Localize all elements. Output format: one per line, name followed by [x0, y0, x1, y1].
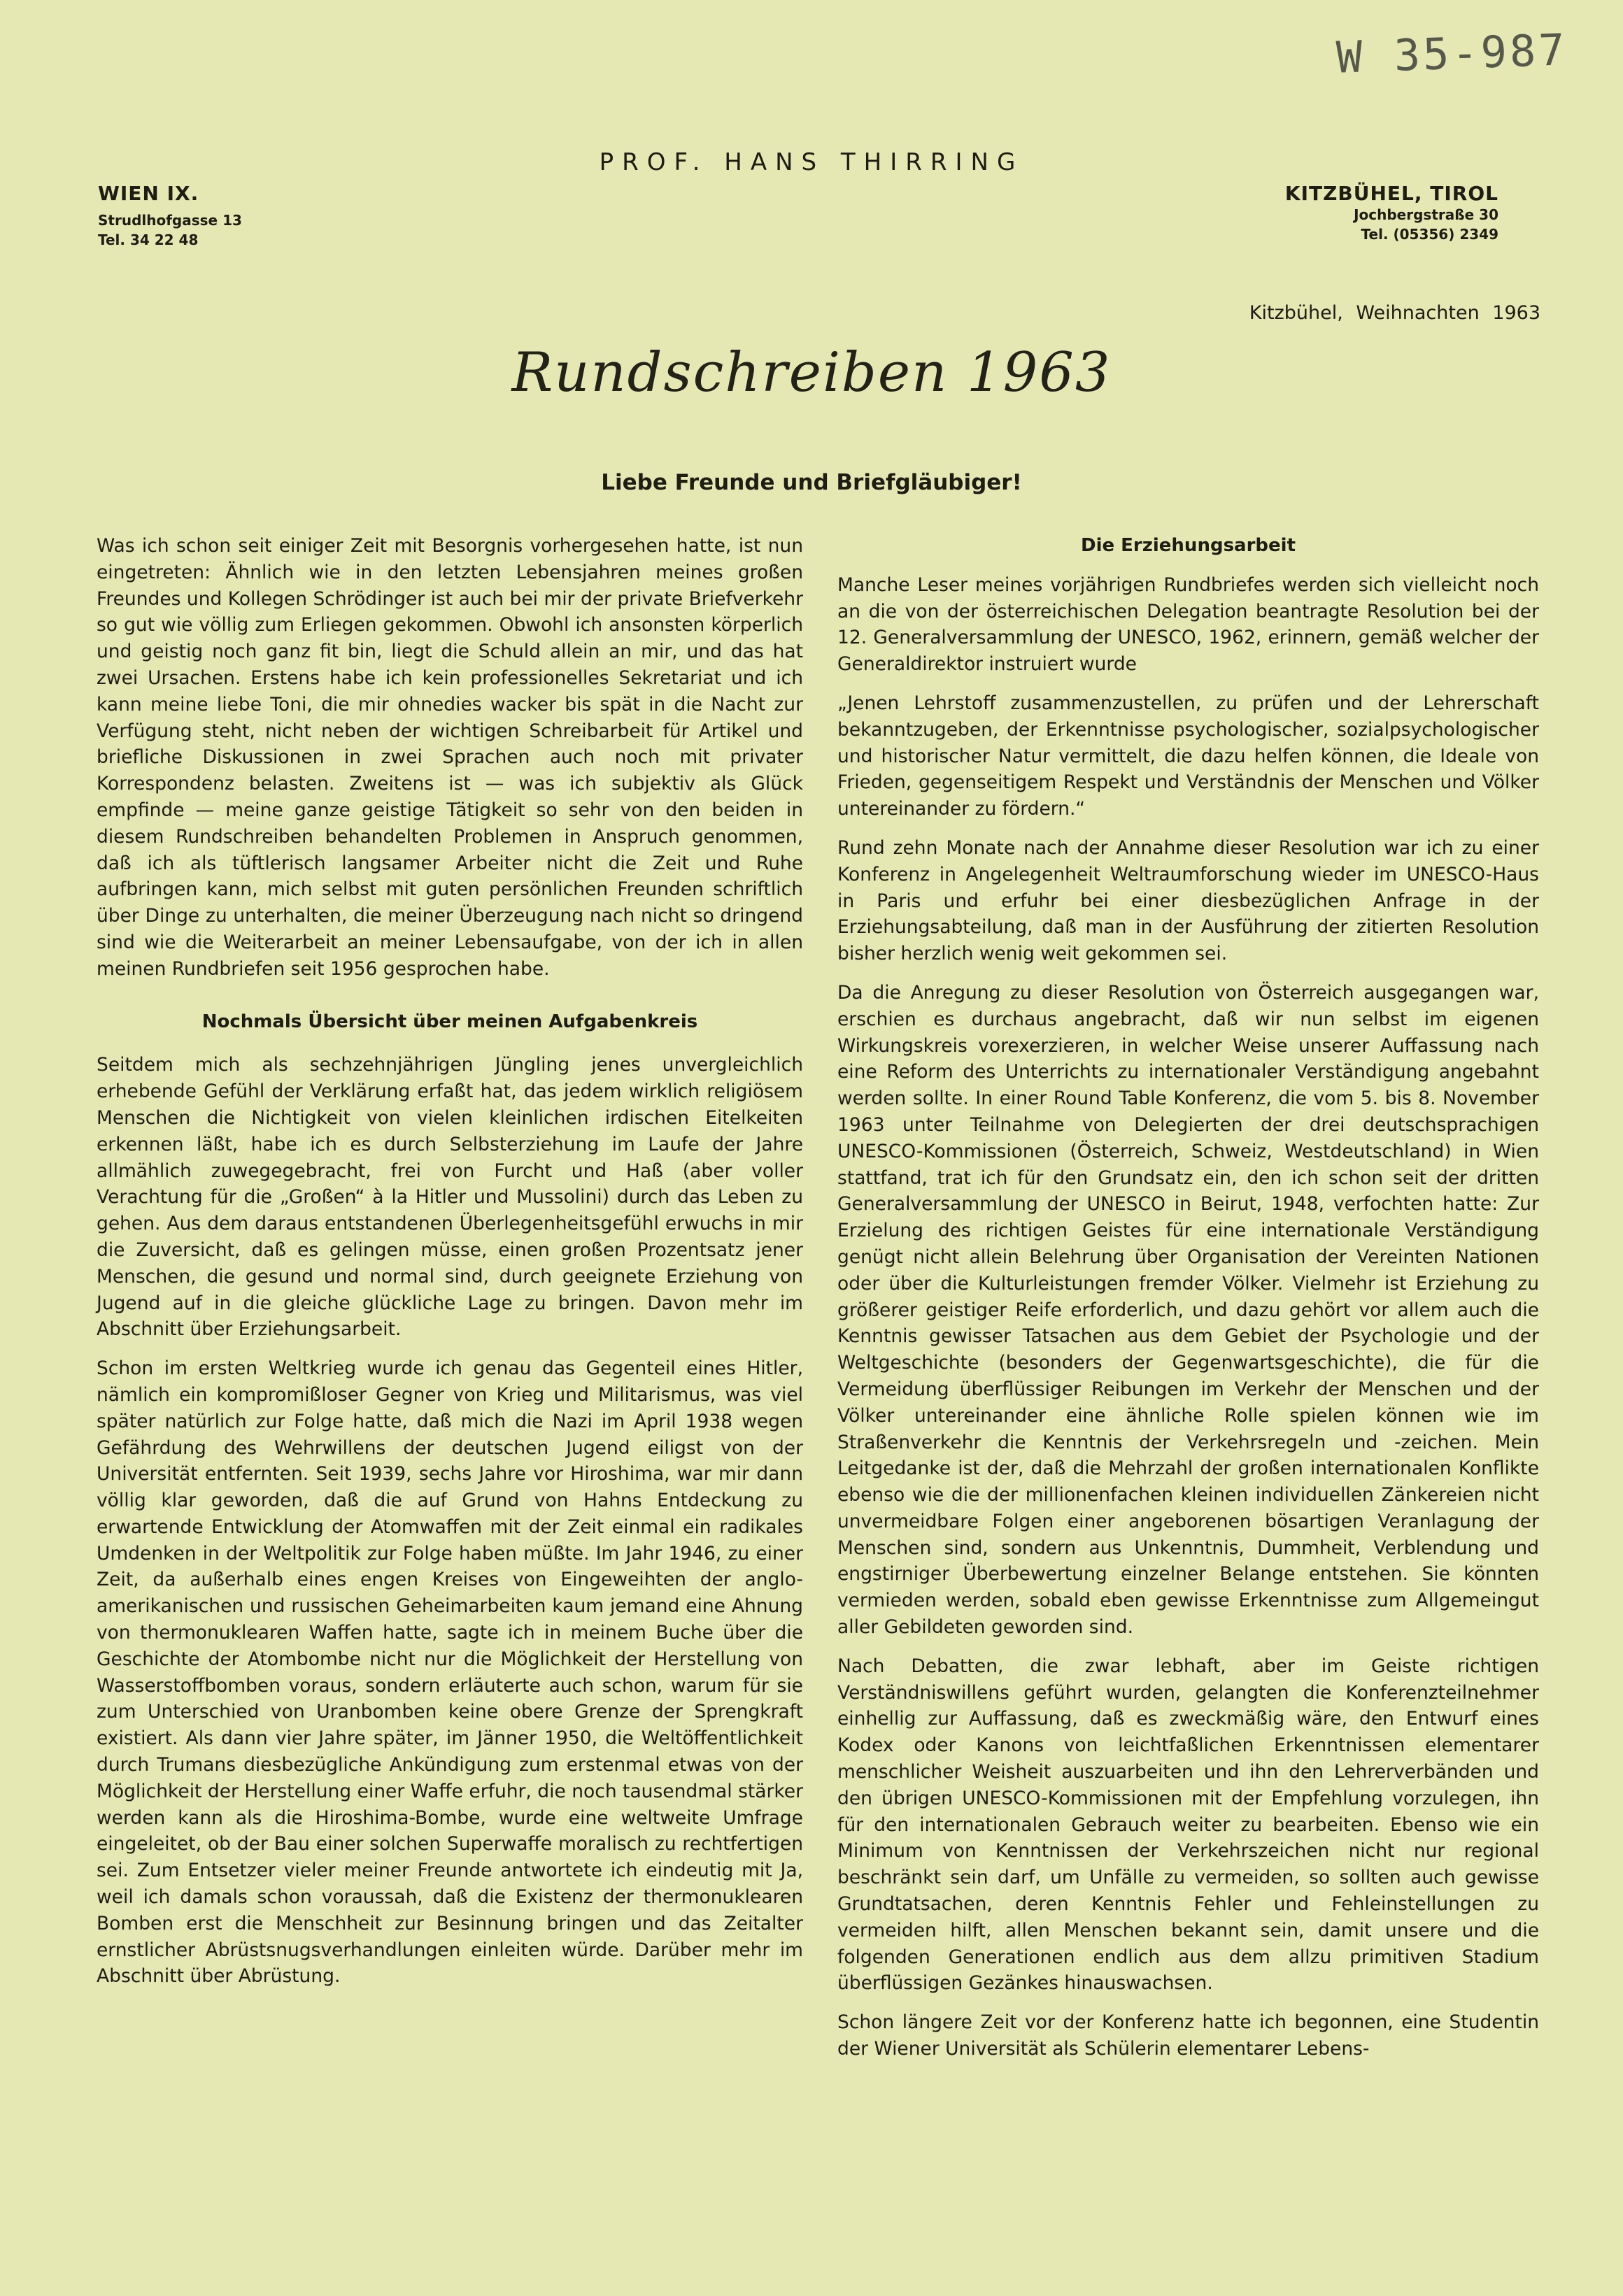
left-column	[97, 533, 803, 2002]
paragraph: Schon im ersten Weltkrieg wurde ich genau das Gegenteil eines Hitler, nämlich ein kompromißloser Gegner von Krieg und Militarismus, was viel später natürlich zur Folge hatte, daß mich die Nazi im April 1938 wegen Gefährdung des Wehrwillens der deutschen Jugend eiligst von der Universität entfernten. Seit 1939, sechs Jahre vor Hiroshima, war mir dann völlig klar geworden, daß die auf Grund von Hahns Entdeckung zu erwartende Entwicklung der Atomwaffen mit der Zeit einmal ein radikales Umdenken in der Weltpolitik zur Folge haben müßte. Im Jahr 1946, zu einer Zeit, da außerhalb eines engen Kreises von Eingeweihten der anglo-amerikanischen und russischen Geheimarbeiten kaum jemand eine Ahnung von thermonuklearen Waffen hatte, sagte ich in meinem Buche über die Geschichte der Atombombe nicht nur die Möglichkeit der Herstellung von Wasserstoffbomben voraus, sondern erläuterte auch schon, warum für sie zum Unterschied von Uranbomben keine obere Grenze der Sprengkraft existiert. Als dann vier Jahre später, im Jänner 1950, die Weltöffentlichkeit durch Trumans diesbezügliche Ankündigung zum erstenmal etwas von der Möglichkeit der Herstellung einer Waffe erfuhr, die noch tausendmal stärker werden kann als die Hiroshima-Bombe, wurde eine weltweite Umfrage eingeleitet, ob der Bau einer solchen Superwaffe moralisch zu rechtfertigen sei. Zum Entsetzer vieler meiner Freunde antwortete ich eindeutig mit Ja, weil ich damals schon voraussah, daß die Existenz der thermonuklearen Bomben erst die Menschheit zur Besinnung bringen und das Zeitalter ernstlicher Abrüstsnugsverhandlungen einleiten würde. Darüber mehr im Abschnitt über Abrüstung.	[97, 1357, 803, 1988]
paragraph: Nach Debatten, die zwar lebhaft, aber im Geiste richtigen Verständniswillens geführt wurden, gelangten die Konferenzteilnehmer einhellig zur Auffassung, daß es zweckmäßig wäre, den Entwurf eines Kodex oder Kanons von leichtfaßlichen Erkenntnissen elementarer menschlicher Weisheit auszuarbeiten und ihn den Lehrerverbänden und den übrigen UNESCO-Kommissionen mit der Empfehlung vorzulegen, ihn für den internationalen Gebrauch weiter zu bearbeiten. Ebenso wie ein Minimum von Kenntnissen der Verkehrszeichen nicht nur regional beschränkt sein darf, um Unfälle zu vermeiden, so sollten auch gewisse Grundtatsachen, deren Kenntnis Fehler und Fehleinstellungen zu vermeiden hilft, allen Menschen bekannt sein, damit unsere und die folgenden Generationen endlich aus dem allzu primitiven Stadium überflüssigen Gezänkes hinauswachsen.	[837, 1655, 1539, 1995]
quoted-resolution: „Jenen Lehrstoff zusammenzustellen, zu prüfen und der Lehrerschaft bekanntzugeben, der Erkenntnisse psychologischer, sozialpsychologischer und historischer Natur vermittelt, die dazu helfen können, die Ideale von Frieden, gegenseitigem Respekt und Verständnis der Menschen und Völker untereinander zu fördern.“	[837, 692, 1539, 820]
address-city: KITZBÜHEL, TIROL	[1284, 182, 1498, 205]
dateline: Kitzbühel, Weihnachten 1963	[1249, 302, 1540, 324]
address-street: Strudlhofgasse 13	[98, 212, 242, 229]
section-heading: Die Erziehungsarbeit	[1080, 535, 1296, 556]
address-vienna	[98, 182, 242, 250]
address-street: Jochbergstraße 30	[1354, 206, 1498, 223]
document-title: Rundschreiben 1963	[511, 341, 1112, 404]
paragraph: Manche Leser meines vorjährigen Rundbriefes werden sich vielleicht noch an die von der österreichischen Delegation beantragte Resolution bei der 12. Generalversammlung der UNESCO, 1962, erinnern, gemäß welcher der Generaldirektor instruiert wurde	[837, 573, 1539, 676]
address-phone: Tel. (05356) 2349	[1361, 226, 1498, 243]
address-city: WIEN IX.	[98, 182, 199, 205]
paragraph: Schon längere Zeit vor der Konferenz hatte ich begonnen, eine Studentin der Wiener Universität als Schülerin elementarer Lebens-	[837, 2011, 1539, 2060]
letterhead-name: PROF. HANS THIRRING	[599, 148, 1024, 176]
salutation: Liebe Freunde und Briefgläubiger!	[601, 470, 1022, 495]
archive-mark: W 35-987	[1335, 24, 1568, 83]
right-column	[837, 533, 1539, 2075]
paragraph: Da die Anregung zu dieser Resolution von Österreich ausgegangen war, erschien es durchaus angebracht, daß wir nun selbst im eigenen Wirkungskreis vorexerzieren, in welcher Weise unserer Auffassung nach eine Reform des Unterrichts zu internationaler Verständigung angebahnt werden sollte. In einer Round Table Konferenz, die vom 5. bis 8. November 1963 unter Teilnahme von Delegierten der drei deutschsprachigen UNESCO-Kommissionen (Österreich, Schweiz, Westdeutschland) in Wien stattfand, trat ich für den Grundsatz ein, den ich schon seit der dritten Generalversammlung der UNESCO in Beirut, 1948, verfochten hatte: Zur Erzielung des richtigen Geistes für eine internationale Verständigung genügt nicht allein Belehrung über Organisation der Vereinten Nationen oder über die Kulturleistungen fremder Völker. Vielmehr ist Erziehung zu größerer geistiger Reife erforderlich, und dazu gehört vor allem auch die Kenntnis gewisser Tatsachen aus dem Gebiet der Psychologie und der Weltgeschichte (besonders der Gegenwartsgeschichte), die für die Vermeidung überflüssiger Reibungen im Verkehr der Menschen und der Völker untereinander eine ähnliche Rolle spielen können wie im Straßenverkehr die Kenntnis der Verkehrsregeln und -zeichen. Mein Leitgedanke ist der, daß die Mehrzahl der großen internationalen Konflikte ebenso wie die der millionenfachen kleinen individuellen Zänkereien nicht unvermeidbare Folgen einer angeborenen bösartigen Veranlagung der Menschen sind, sondern aus Unkenntnis, Dummheit, Verblendung und engstirniger Überbewertung einzelner Belange entstehen. Sie könnten vermieden werden, sobald eben gewisse Erkenntnisse zum Allgemeingut aller Gebildeten geworden sind.	[837, 981, 1539, 1639]
address-kitzbuehel	[1285, 182, 1498, 244]
address-phone: Tel. 34 22 48	[98, 231, 199, 248]
section-heading: Nochmals Übersicht über meinen Aufgabenkreis	[201, 1011, 698, 1032]
paragraph: Rund zehn Monate nach der Annahme dieser Resolution war ich zu einer Konferenz in Angelegenheit Weltraumforschung wieder im UNESCO-Haus in Paris und erfuhr bei einer diesbezüglichen Anfrage in der Erziehungsabteilung, daß man in der Ausführung der zitierten Resolution bisher herzlich wenig weit gekommen sei.	[837, 836, 1539, 965]
paragraph: Seitdem mich als sechzehnjährigen Jüngling jenes unvergleichlich erhebende Gefühl der Verklärung erfaßt hat, das jedem wirklich religiösem Menschen die Nichtigkeit von vielen kleinlichen irdischen Eitelkeiten erkennen läßt, habe ich es durch Selbsterziehung im Laufe der Jahre allmählich zuwegegebracht, frei von Furcht und Haß (aber voller Verachtung für die „Großen“ à la Hitler und Mussolini) durch das Leben zu gehen. Aus dem daraus entstandenen Überlegenheitsgefühl erwuchs in mir die Zuversicht, daß es gelingen müsse, einen großen Prozentsatz jener Menschen, die gesund und normal sind, durch geeignete Erziehung von Jugend auf in die gleiche glückliche Lage zu bringen. Davon mehr im Abschnitt über Erziehungsarbeit.	[97, 1054, 803, 1341]
paragraph: Was ich schon seit einiger Zeit mit Besorgnis vorhergesehen hatte, ist nun eingetreten: Ähnlich wie in den letzten Lebensjahren meines großen Freundes und Kollegen Schrödinger ist auch bei mir der private Briefverkehr so gut wie völlig zum Erliegen gekommen. Obwohl ich ansonsten körperlich und geistig noch ganz fit bin, liegt die Schuld allein an mir, und das hat zwei Ursachen. Erstens habe ich kein professionelles Sekretariat und ich kann meine liebe Toni, die mir ohnedies wacker bis spät in die Nacht zur Verfügung steht, nicht neben der wichtigen Schreibarbeit für Artikel und briefliche Diskussionen in zwei Sprachen auch noch mit privater Korrespondenz belasten. Zweitens ist — was ich subjektiv als Glück empfinde — meine ganze geistige Tätigkeit so sehr von den beiden in diesem Rundschreiben behandelten Problemen in Anspruch genommen, daß ich als tüftlerisch langsamer Arbeiter nicht die Zeit und Ruhe aufbringen kann, mich selbst mit guten persönlichen Freunden schriftlich über Dinge zu unterhalten, die meiner Überzeugung nach nicht so dringend sind wie die Weiterarbeit an meiner Lebensaufgabe, von der ich in allen meinen Rundbriefen seit 1956 gesprochen habe.	[97, 535, 803, 980]
